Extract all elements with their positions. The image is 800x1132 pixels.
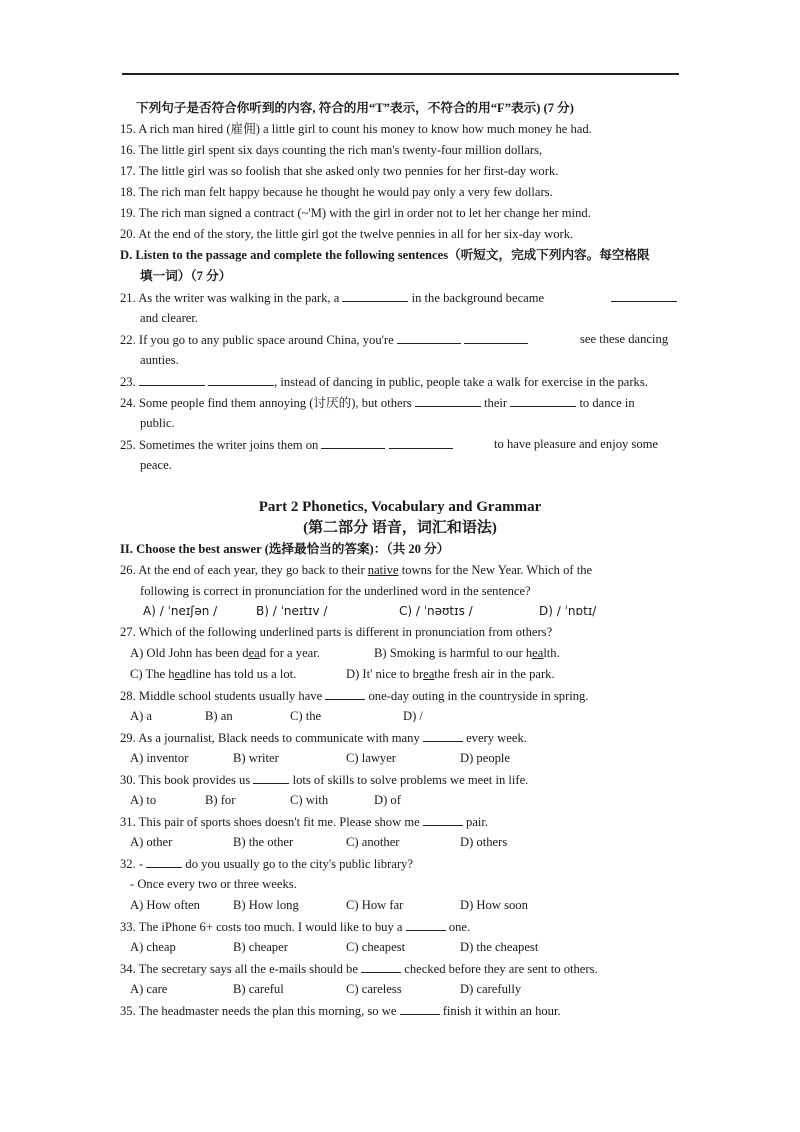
q25-cont: peace. <box>140 458 172 472</box>
q26-line1 <box>120 562 592 578</box>
q27-stem: 27. Which of the following underlined parts is different in pronunciation from others? <box>120 625 553 639</box>
q33-text-a: 33. The iPhone 6+ costs too much. I would like to buy a <box>120 920 403 934</box>
q30-option-b[interactable]: B) for <box>205 793 236 807</box>
q30-blank[interactable] <box>253 771 289 784</box>
q34-blank[interactable] <box>361 960 401 973</box>
q21-cont: and clearer. <box>140 311 199 325</box>
q23-text-a: 23. <box>120 375 136 389</box>
q21-text-a: 21. As the writer was walking in the park, a <box>120 291 340 305</box>
q28-blank[interactable] <box>325 687 365 700</box>
q28-option-d[interactable]: D) / <box>403 709 423 723</box>
q34-option-d[interactable]: D) carefully <box>460 982 522 996</box>
q24-text-c: to dance in <box>579 396 635 410</box>
q24-text-b: their <box>484 396 508 410</box>
tf-item-17: 17. The little girl was so foolish that she asked only two pennies for her first-day work. <box>120 164 559 178</box>
q26-line2: following is correct in pronunciation for the underlined word in the sentence? <box>140 584 531 598</box>
q32-reply: - Once every two or three weeks. <box>130 877 297 891</box>
q32-option-c[interactable]: C) How far <box>346 898 404 912</box>
q33-text-b: one. <box>448 920 471 934</box>
q26-option-b[interactable] <box>256 603 327 619</box>
q28-text-a: 28. Middle school students usually have <box>120 689 323 703</box>
q32-option-d[interactable]: D) How soon <box>460 898 528 912</box>
q32-text-b: do you usually go to the city's public library? <box>185 857 413 871</box>
section-c-heading: 下列句子是否符合你听到的内容, 符合的用“T”表示，不符合的用“F”表示) (7 分) <box>136 101 574 115</box>
q31-option-c[interactable]: C) another <box>346 835 400 849</box>
q34-option-a[interactable]: A) care <box>130 982 168 996</box>
q27-a-pre: A) Old John has been d <box>130 646 249 660</box>
q26-option-c[interactable] <box>399 603 473 619</box>
q30-option-d[interactable]: D) of <box>374 793 401 807</box>
fill-item-24 <box>120 394 635 411</box>
q33-blank[interactable] <box>406 918 446 931</box>
q34-option-c[interactable]: C) careless <box>346 982 402 996</box>
q33-stem <box>120 918 470 935</box>
q32-blank[interactable] <box>146 855 182 868</box>
q30-text-a: 30. This book provides us <box>120 773 251 787</box>
q25-text-a: 25. Sometimes the writer joins them on <box>120 438 319 452</box>
q26-option-a-text: A) / ˈneɪʃən / <box>143 604 218 618</box>
q24-cont: public. <box>140 416 175 430</box>
q25-text-b: to have pleasure and enjoy some <box>494 437 659 451</box>
q26-text-b: towns for the New Year. Which of the <box>401 563 593 577</box>
q31-option-b[interactable]: B) the other <box>233 835 294 849</box>
tf-item-16: 16. The little girl spent six days counting the rich man's twenty-four million dollars, <box>120 143 543 157</box>
q29-option-c[interactable]: C) lawyer <box>346 751 397 765</box>
q33-option-d[interactable]: D) the cheapest <box>460 940 539 954</box>
section-d-heading: D. Listen to the passage and complete the following sentences（听短文，完成下列内容。每空格限 <box>120 248 650 262</box>
q34-option-b[interactable]: B) careful <box>233 982 284 996</box>
q30-option-c[interactable]: C) with <box>290 793 329 807</box>
q32-text-a: 32. - <box>120 857 144 871</box>
q26-text-a: 26. At the end of each year, they go back to their <box>120 563 365 577</box>
q33-option-b[interactable]: B) cheaper <box>233 940 288 954</box>
q24-blank-1[interactable] <box>415 394 481 407</box>
q29-text-b: every week. <box>466 731 527 745</box>
tf-item-19: 19. The rich man signed a contract (~'M) with the girl in order not to let her change her mind. <box>120 206 591 220</box>
q34-text-a: 34. The secretary says all the e-mails should be <box>120 962 358 976</box>
q25-blank-1[interactable] <box>321 436 385 449</box>
q27-b-pre: B) Smoking is harmful to our h <box>374 646 533 660</box>
q22-text-b: see these dancing <box>580 332 669 346</box>
part2-title: Part 2 Phonetics, Vocabulary and Grammar <box>258 499 542 515</box>
q26-option-d[interactable] <box>539 603 596 619</box>
q27-d-underlined: ea <box>423 667 435 681</box>
section-ii-heading: II. Choose the best answer (选择最恰当的答案)：（共 20 分） <box>120 542 450 556</box>
q27-option-d[interactable] <box>346 666 555 682</box>
q22-cont: aunties. <box>140 353 179 367</box>
q32-option-a[interactable]: A) How often <box>130 898 200 912</box>
tf-item-20: 20. At the end of the story, the little girl got the twelve pennies in all for her six-day work. <box>120 227 574 241</box>
q22-blank-1[interactable] <box>397 331 461 344</box>
q28-text-b: one-day outing in the countryside in spring. <box>368 689 589 703</box>
q23-text-b: , instead of dancing in public, people take a walk for exercise in the parks. <box>274 375 648 389</box>
q29-stem <box>120 729 527 746</box>
q28-option-c[interactable]: C) the <box>290 709 322 723</box>
q31-option-a[interactable]: A) other <box>130 835 173 849</box>
q32-option-b[interactable]: B) How long <box>233 898 299 912</box>
q27-d-post: the fresh air in the park. <box>434 667 555 681</box>
q31-stem <box>120 813 488 830</box>
q30-option-a[interactable]: A) to <box>130 793 157 807</box>
q22-text-a: 22. If you go to any public space around China, you're <box>120 333 394 347</box>
q30-stem <box>120 771 528 788</box>
q21-blank-1[interactable] <box>342 289 408 302</box>
q29-option-a[interactable]: A) inventor <box>130 751 189 765</box>
q34-text-b: checked before they are sent to others. <box>404 962 598 976</box>
q33-option-c[interactable]: C) cheapest <box>346 940 406 954</box>
q27-b-underlined: ea <box>532 646 544 660</box>
q26-option-a[interactable] <box>143 603 217 619</box>
q30-text-b: lots of skills to solve problems we meet in life. <box>292 773 529 787</box>
q27-a-underlined: ea <box>248 646 260 660</box>
q29-option-d[interactable]: D) people <box>460 751 511 765</box>
q27-a-post: d for a year. <box>259 646 320 660</box>
fill-item-23 <box>120 373 648 390</box>
q31-text-a: 31. This pair of sports shoes doesn't fit me. Please show me <box>120 815 420 829</box>
fill-item-25 <box>120 436 453 453</box>
q27-option-c[interactable] <box>130 666 296 682</box>
q27-d-pre: D) It' nice to br <box>346 667 424 681</box>
q27-c-pre: C) The h <box>130 667 175 681</box>
q28-option-b[interactable]: B) an <box>205 709 233 723</box>
q31-text-b: pair. <box>466 815 489 829</box>
q24-blank-2[interactable] <box>510 394 576 407</box>
q26-underlined-word: native <box>367 563 399 577</box>
fill-item-22 <box>120 331 528 348</box>
q33-option-a[interactable]: A) cheap <box>130 940 176 954</box>
q27-option-b[interactable] <box>374 645 560 661</box>
top-rule <box>122 73 679 75</box>
q35-blank[interactable] <box>400 1002 440 1015</box>
q23-blank-2[interactable] <box>208 373 274 386</box>
section-d-heading-cont: 填一词）（7 分） <box>140 269 232 283</box>
q26-option-d-text: D) / ˈnɒtɪ/ <box>539 604 597 618</box>
q35-text-b: finish it within an hour. <box>442 1004 561 1018</box>
part2-subtitle: (第二部分 语音，词汇和语法) <box>303 520 497 536</box>
q28-stem <box>120 687 589 704</box>
q26-option-b-text: B) / ˈneɪtɪv / <box>256 604 328 618</box>
q28-option-a[interactable]: A) a <box>130 709 153 723</box>
tf-item-15: 15. A rich man hired (雇佣) a little girl to count his money to know how much money he had. <box>120 122 592 136</box>
q29-blank[interactable] <box>423 729 463 742</box>
q22-blank-2[interactable] <box>464 331 528 344</box>
tf-item-18: 18. The rich man felt happy because he thought he would pay only a very few dollars. <box>120 185 553 199</box>
q31-option-d[interactable]: D) others <box>460 835 508 849</box>
q26-option-c-text: C) / ˈnəʊtɪs / <box>399 604 473 618</box>
q24-text-a: 24. Some people find them annoying (讨厌的), but others <box>120 396 412 410</box>
q29-text-a: 29. As a journalist, Black needs to communicate with many <box>120 731 420 745</box>
q35-stem <box>120 1002 561 1019</box>
q31-blank[interactable] <box>423 813 463 826</box>
q21-blank-2[interactable] <box>611 289 677 302</box>
q27-option-a[interactable] <box>130 645 320 661</box>
q23-blank-1[interactable] <box>139 373 205 386</box>
q25-blank-2[interactable] <box>389 436 453 449</box>
q21-blank-2-wrap <box>611 289 677 306</box>
fill-item-21 <box>120 289 544 306</box>
q34-stem <box>120 960 598 977</box>
q32-stem <box>120 855 413 872</box>
q27-b-post: lth. <box>543 646 560 660</box>
q35-text-a: 35. The headmaster needs the plan this morning, so we <box>120 1004 397 1018</box>
q21-text-b: in the background became <box>411 291 545 305</box>
q27-c-post: dline has told us a lot. <box>185 667 297 681</box>
q27-c-underlined: ea <box>174 667 186 681</box>
q29-option-b[interactable]: B) writer <box>233 751 279 765</box>
